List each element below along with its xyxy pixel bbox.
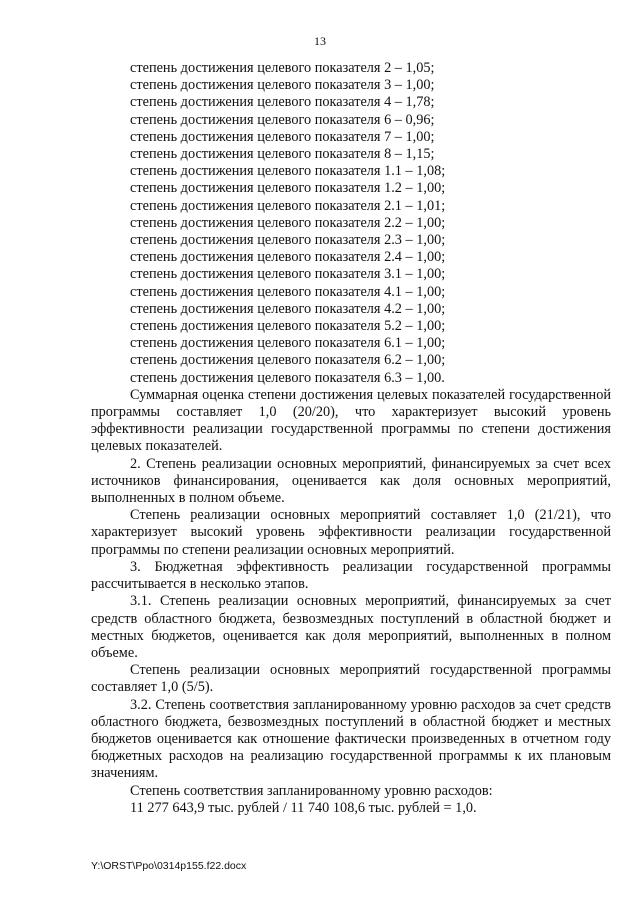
list-item: степень достижения целевого показателя 2.2 – 1,00; (130, 214, 446, 231)
list-item: степень достижения целевого показателя 2.3 – 1,00; (130, 232, 446, 249)
section-3-paragraph: 3. Бюджетная эффективность реализации государственной программы рассчитывается в несколько этапов. (91, 558, 611, 593)
expense-calculation: 11 277 643,9 тыс. рублей / 11 740 108,6 тыс. рублей = 1,0. (130, 799, 477, 816)
indicator-list (91, 60, 611, 387)
list-item: степень достижения целевого показателя 2.4 – 1,00; (130, 249, 446, 266)
section-3-2-paragraph: 3.2. Степень соответствия запланированному уровню расходов за счет средств областного бюджета, безвозмездных поступлений в областной бюджет и местных бюджетов оценивается как отношение фактически произведенных в отчетном году бюджетных расходов на реализацию государственной программы к их плановым значениям. (91, 696, 611, 782)
list-item: степень достижения целевого показателя 5.2 – 1,00; (130, 318, 446, 335)
list-item: степень достижения целевого показателя 6 – 0,96; (130, 111, 435, 128)
list-item: степень достижения целевого показателя 7 – 1,00; (130, 128, 435, 145)
list-item: степень достижения целевого показателя 4.1 – 1,00; (130, 283, 446, 300)
list-item: степень достижения целевого показателя 6.1 – 1,00; (130, 335, 446, 352)
section-3-1-paragraph: 3.1. Степень реализации основных мероприятий, финансируемых за счет средств областного бюджета, безвозмездных поступлений в областной бюджет и местных бюджетов, оценивается как доля мероприятий, выполненных в полном объеме. (91, 593, 611, 661)
list-item: степень достижения целевого показателя 8 – 1,15; (130, 146, 435, 163)
document-body (91, 60, 611, 817)
page-number: 13 (314, 34, 326, 48)
list-item: степень достижения целевого показателя 3.1 – 1,00; (130, 266, 446, 283)
list-item: степень достижения целевого показателя 4 – 1,78; (130, 94, 435, 111)
expense-level-label: Степень соответствия запланированному уровню расходов: (130, 782, 493, 799)
list-item: степень достижения целевого показателя 4.2 – 1,00; (130, 300, 446, 317)
list-item: степень достижения целевого показателя 2.1 – 1,01; (130, 197, 446, 214)
summary-paragraph: Суммарная оценка степени достижения целевых показателей государственной программы составляет 1,0 (20/20), что характеризует высокий уровень эффективности реализации государственной программы по степени достижения целевых показателей. (91, 386, 611, 455)
list-item: степень достижения целевого показателя 1.2 – 1,00; (130, 180, 446, 197)
measures-result-paragraph: Степень реализации основных мероприятий составляет 1,0 (21/21), что характеризует высокий уровень эффективности реализации государственной программы по степени реализации основных мероприятий. (91, 507, 611, 558)
list-item: степень достижения целевого показателя 2 – 1,05; (130, 60, 435, 76)
list-item: степень достижения целевого показателя 6.3 – 1,00. (130, 369, 445, 386)
list-item: степень достижения целевого показателя 3 – 1,00; (130, 77, 435, 94)
list-item: степень достижения целевого показателя 1.1 – 1,08; (130, 163, 446, 180)
list-item: степень достижения целевого показателя 6.2 – 1,00; (130, 352, 446, 369)
section-2-paragraph: 2. Степень реализации основных мероприятий, финансируемых за счет всех источников финансирования, оценивается как доля основных мероприятий, выполненных в полном объеме. (91, 455, 611, 507)
section-3-1-result-paragraph: Степень реализации основных мероприятий государственной программы составляет 1,0 (5/5). (91, 662, 611, 696)
file-path-footer: Y:\ORST\Ppo\0314p155.f22.docx (91, 860, 247, 872)
